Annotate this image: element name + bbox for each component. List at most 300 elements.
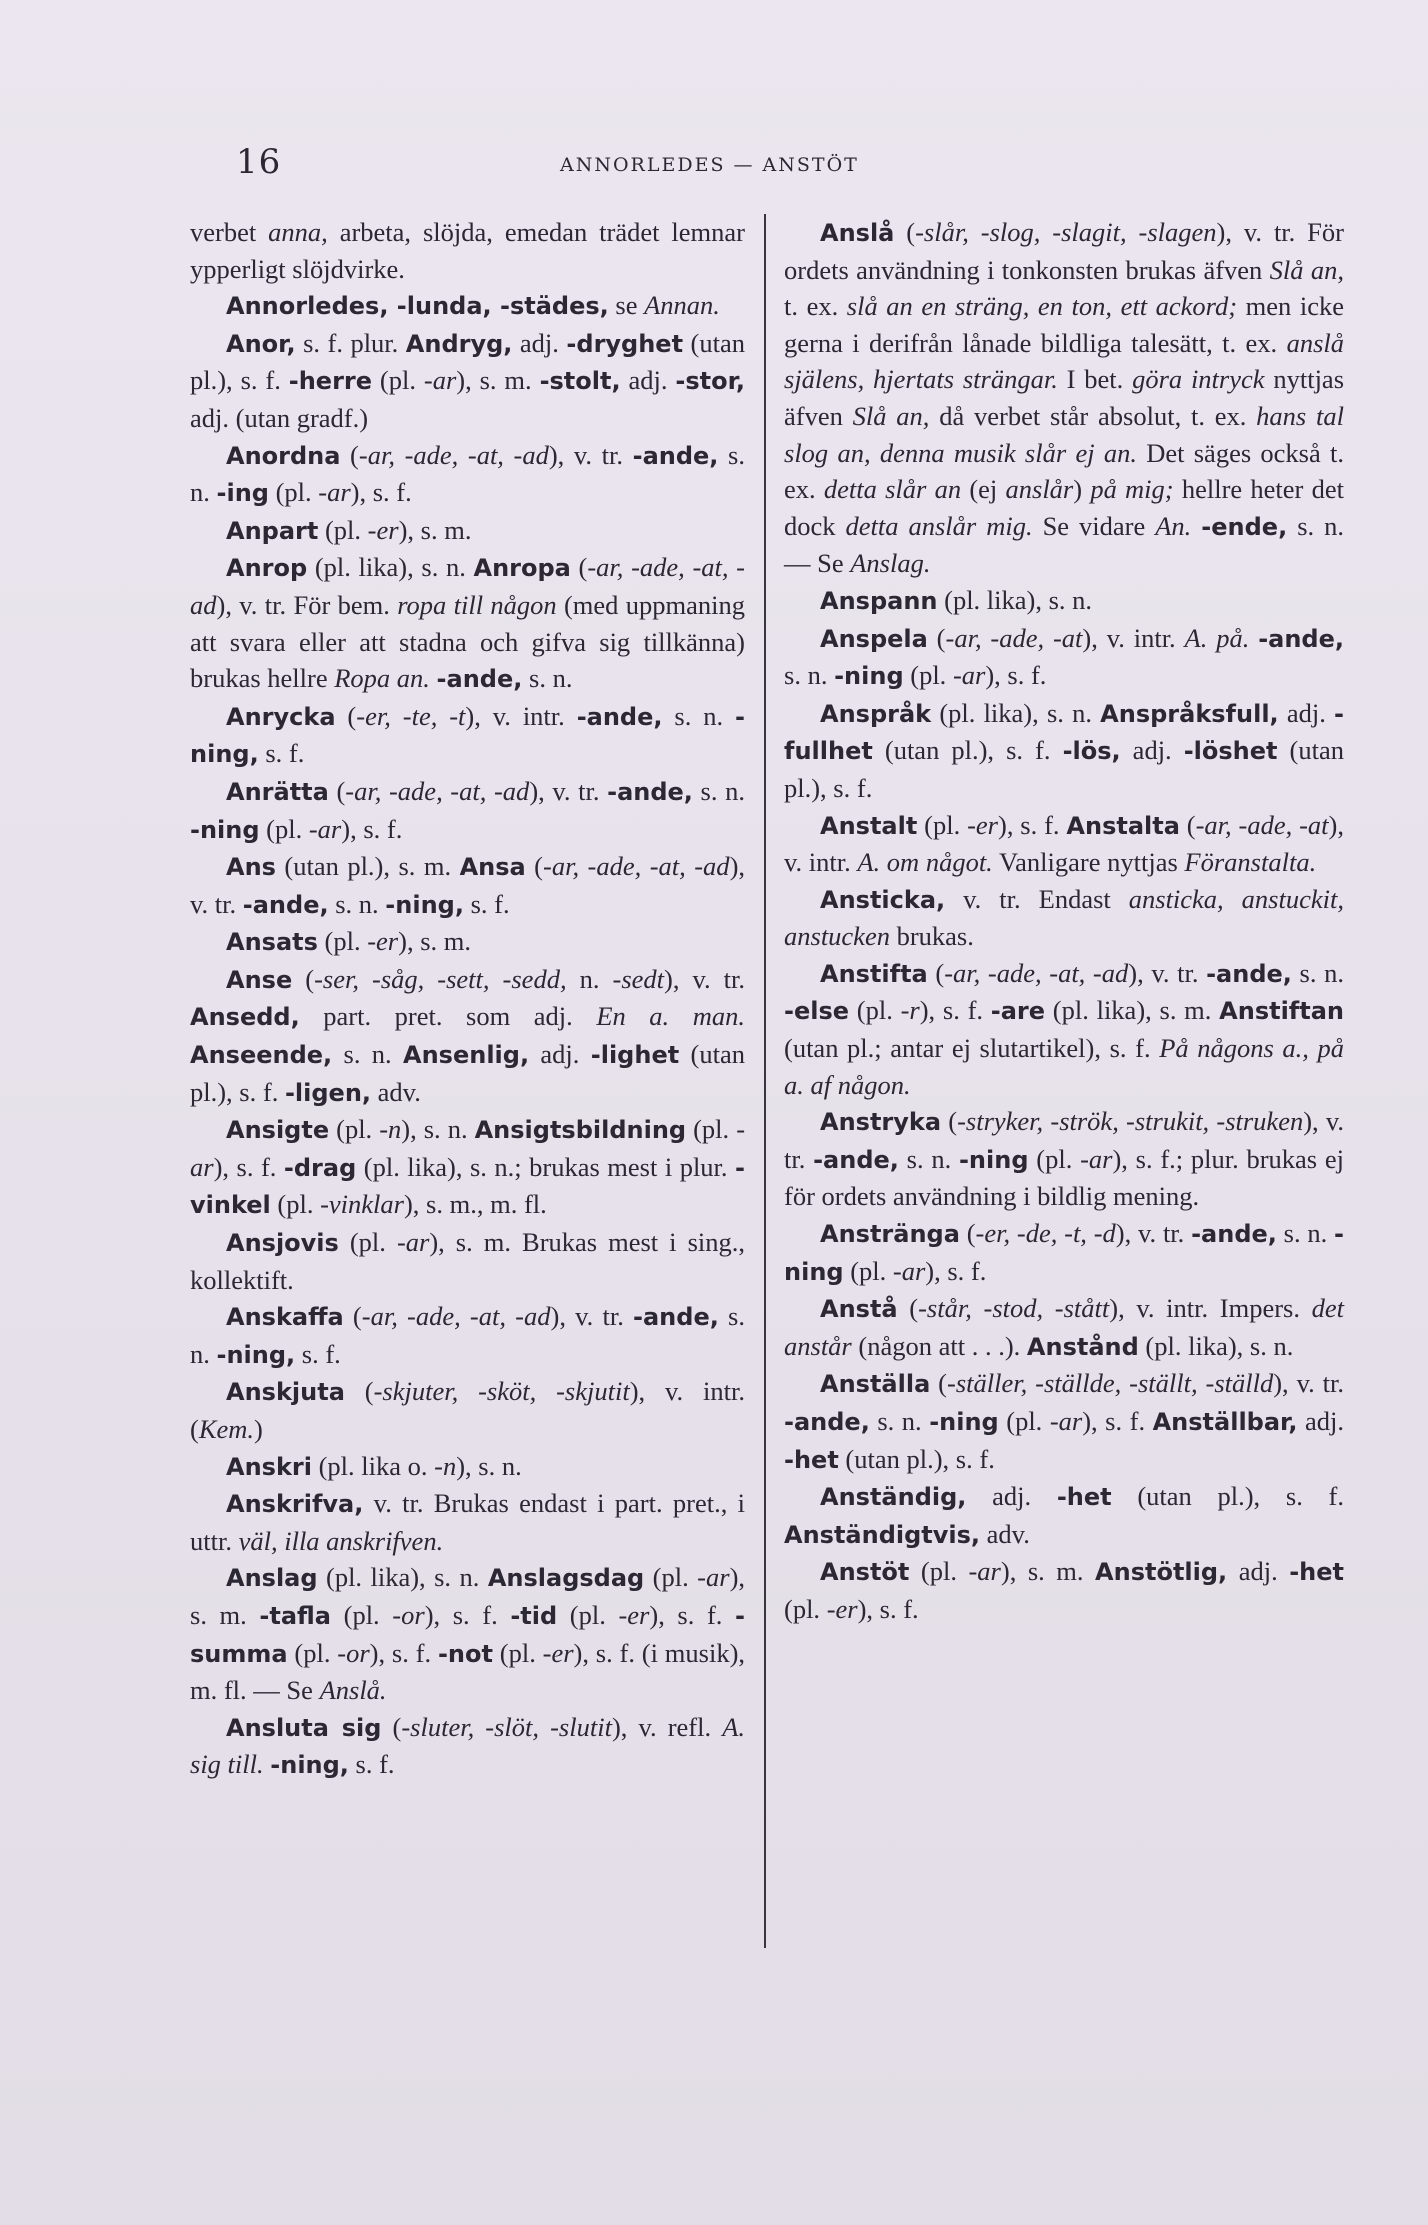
entry-text: ), v. intr. (	[190, 1376, 746, 1444]
entry-text: s. n.	[1291, 957, 1344, 988]
entry-text: ), s. f.	[649, 1599, 736, 1630]
dictionary-entry	[784, 582, 1344, 620]
dictionary-entry	[784, 1290, 1344, 1365]
italic-text: -ar	[952, 660, 986, 691]
right-column	[784, 214, 1344, 1628]
dictionary-entry	[190, 1448, 745, 1486]
entry-text: (pl.	[903, 660, 953, 691]
italic-text: -ar	[1080, 1143, 1113, 1174]
dictionary-entry	[190, 1373, 745, 1447]
italic-text: -er, -te, -t	[356, 700, 466, 731]
entry-text: (pl.	[849, 995, 901, 1026]
entry-text: (utan pl.), s. f.	[872, 735, 1063, 766]
headword: Ansats	[226, 928, 318, 957]
headword: Ansedd,	[190, 1003, 300, 1032]
headword: Anslå	[820, 219, 895, 247]
entry-text: ), s. f.	[341, 813, 403, 844]
headword: -ande,	[242, 890, 329, 919]
headword: Anstiftan	[1219, 997, 1344, 1026]
headword: Annorledes, -lunda, -städes,	[226, 292, 609, 321]
entry-text: ), s. f.	[919, 995, 991, 1026]
entry-text: ), s. m.	[398, 926, 471, 957]
headword: -ning,	[216, 1340, 296, 1369]
italic-text: Anslå.	[319, 1675, 387, 1706]
entry-text: (	[927, 957, 945, 988]
headword: Anor,	[226, 329, 296, 358]
entry-text: ), s. m.	[456, 365, 540, 396]
italic-text: A. sig till.	[190, 1711, 745, 1780]
entry-text: (	[941, 1106, 958, 1137]
headword: Anordna	[226, 441, 341, 470]
entry-text: (pl.	[317, 926, 368, 957]
entry-text: (pl.	[843, 1255, 893, 1286]
entry-text: adj.	[512, 327, 567, 358]
entry-text: (pl. lika), s. n.	[937, 584, 1093, 615]
dictionary-entry	[784, 1215, 1344, 1290]
italic-text: -ser, -såg, -sett, -sedd,	[314, 963, 567, 994]
entry-text: adj.	[1278, 697, 1335, 728]
entry-text: (pl.	[338, 1227, 397, 1258]
headword: -drag	[283, 1153, 357, 1182]
headword: -dryghet	[566, 329, 684, 358]
entry-text: ), v. tr.	[548, 439, 633, 470]
entry-text: s. n.	[662, 700, 736, 731]
headword: -het	[1289, 1558, 1345, 1587]
entry-text: (	[381, 1711, 402, 1742]
entry-text: (pl.	[784, 1593, 827, 1624]
dictionary-entry	[190, 773, 745, 848]
dictionary-entry	[190, 512, 745, 550]
dictionary-entry	[190, 325, 745, 437]
column-divider	[764, 214, 766, 1948]
entry-text: Det säges också t. ex.	[784, 437, 1344, 505]
headword: -lös,	[1062, 737, 1121, 766]
entry-text: s. n.	[784, 660, 835, 691]
entry-text: (	[959, 1218, 976, 1249]
entry-text: ), s. f.	[985, 660, 1047, 691]
headword: Anspråk	[820, 699, 932, 728]
entry-text: (	[340, 439, 359, 470]
entry-text: ), s. f.	[925, 1255, 987, 1286]
headword: -ning	[784, 1220, 1345, 1286]
headword: Anropa	[473, 554, 571, 583]
headword: Anskjuta	[226, 1378, 345, 1407]
italic-text: ropa till någon	[397, 589, 557, 620]
headword: -ande,	[1206, 959, 1292, 988]
entry-text: (	[897, 1293, 919, 1324]
entry-text: adj.	[1297, 1406, 1344, 1436]
headword: -ande,	[607, 777, 693, 806]
entry-text: ), v. tr.	[1273, 1368, 1344, 1399]
headword: Ansigtsbildning	[474, 1116, 687, 1145]
italic-text: -ar, -ade, -at, -ad	[361, 1301, 551, 1332]
entry-text: (	[894, 217, 916, 247]
entry-text: ), v. tr.	[1128, 957, 1207, 988]
italic-text: -ar	[190, 1114, 746, 1182]
italic-text: -n	[379, 1114, 402, 1145]
italic-text: -ar	[968, 1556, 1001, 1587]
entry-text: s. n.	[692, 775, 745, 806]
italic-text: -or	[337, 1637, 370, 1668]
dictionary-entry	[784, 807, 1344, 881]
headword: -ande,	[576, 702, 663, 731]
italic-text: A. på.	[1184, 622, 1250, 653]
italic-text: -ar	[1049, 1406, 1083, 1436]
entry-text: s. n.	[190, 439, 745, 508]
headword: Ansa	[459, 853, 526, 882]
dictionary-entry	[784, 620, 1344, 695]
italic-text: -vinklar	[320, 1189, 404, 1220]
entry-text: adj. (utan gradf.)	[190, 402, 369, 433]
headword: Anrätta	[226, 777, 329, 806]
headword: -ande,	[632, 441, 719, 470]
italic-text: -slår, -slog, -slagit, -slagen	[915, 217, 1217, 247]
entry-text: ), v. tr.	[664, 963, 746, 994]
entry-text: ), v. refl.	[611, 1711, 723, 1742]
dictionary-entry	[784, 1103, 1344, 1215]
entry-text: Vanligare nyttjas	[992, 847, 1185, 878]
dictionary-entry	[190, 214, 745, 287]
entry-text: (pl.	[686, 1114, 737, 1145]
headword: Anstå	[820, 1295, 898, 1324]
entry-text: (pl.	[287, 1637, 338, 1668]
entry-text: (pl. lika), s. n.	[307, 552, 474, 583]
entry-text: ), v. tr. För bem.	[216, 589, 398, 620]
entry-text: (pl.	[492, 1637, 543, 1668]
italic-text: -ar	[318, 477, 351, 508]
italic-text: -ar, -ade, -at	[1195, 809, 1329, 840]
headword: -stor,	[675, 367, 746, 396]
entry-text: brukas.	[889, 921, 974, 952]
dictionary-entry	[190, 1709, 745, 1784]
entry-text: ), v. tr.	[1115, 1218, 1192, 1249]
headword: -ande,	[1191, 1220, 1277, 1249]
italic-text: -ar	[423, 365, 457, 396]
entry-text: ), s. f.	[213, 1151, 284, 1182]
italic-text: hans tal slog an, denna musik slår ej an.	[784, 400, 1344, 468]
italic-text: det anstår	[784, 1293, 1345, 1361]
headword: Anpart	[226, 516, 319, 545]
entry-text: I bet.	[1057, 364, 1133, 395]
entry-text: ), s. f.	[1082, 1406, 1153, 1436]
italic-text: -n	[434, 1450, 457, 1481]
italic-text: Annan.	[644, 290, 720, 321]
entry-text: nyttjas äfven	[784, 364, 1345, 431]
entry-text: v. tr. Endast	[945, 883, 1129, 914]
entry-text: ), s. f.	[857, 1593, 919, 1624]
italic-text: -er	[967, 809, 998, 840]
italic-text: -er	[542, 1637, 574, 1668]
headword: Anständigtvis,	[784, 1520, 981, 1549]
italic-text: -ar, -ade, -at, -ad	[944, 957, 1129, 988]
entry-text: adj.	[1227, 1556, 1290, 1587]
entry-text: (pl.	[331, 1599, 393, 1630]
italic-text: An.	[1155, 510, 1192, 541]
entry-text: ), v. tr.	[550, 1301, 634, 1332]
entry-text: s. n.	[1276, 1218, 1335, 1249]
italic-text: -ar, -ade, -at, -ad	[345, 775, 530, 806]
headword: -else	[784, 997, 850, 1026]
entry-text: ), s. m.	[398, 514, 472, 545]
headword: Ansticka,	[820, 885, 946, 914]
headword: Ansluta sig	[226, 1713, 382, 1742]
entry-text: (	[328, 775, 346, 806]
italic-text: -ar, -ade, -at	[945, 622, 1083, 653]
italic-text: -r	[900, 995, 920, 1026]
entry-text: ), s. m. Brukas mest i sing., kollektift.	[190, 1227, 745, 1295]
entry-text: (	[292, 963, 315, 994]
entry-text: (	[1179, 809, 1196, 840]
dictionary-entry	[190, 437, 745, 512]
dictionary-entry	[784, 955, 1344, 1103]
entry-text: verbet	[190, 217, 269, 247]
entry-text: (pl. lika), s. n.	[317, 1562, 488, 1593]
entry-text: (	[570, 552, 588, 583]
headword: Anstryka	[820, 1108, 942, 1137]
entry-text: ), s. m.	[1000, 1556, 1096, 1587]
headword: Anspann	[820, 586, 938, 615]
italic-text: -er	[826, 1593, 858, 1624]
dictionary-entry	[784, 881, 1344, 955]
entry-text: )	[254, 1414, 263, 1444]
italic-text: -ar, -ade, -at, -ad	[358, 439, 549, 470]
entry-text: ), v. intr. Impers.	[1109, 1293, 1312, 1324]
entry-text: ), s. n.	[401, 1114, 475, 1145]
dictionary-entry	[784, 1478, 1344, 1553]
entry-text: (pl.	[917, 809, 968, 840]
headword: Anskri	[226, 1452, 312, 1481]
headword: -ning,	[270, 1751, 349, 1780]
dictionary-entry	[784, 695, 1344, 807]
entry-text: (pl.	[318, 514, 368, 545]
headword: Ansjovis	[226, 1229, 339, 1258]
italic-text: -ar, -ade, -at, -ad	[543, 851, 730, 882]
headword: Anstalt	[820, 811, 918, 840]
entry-text: part. pret. som adj.	[299, 1001, 597, 1032]
entry-text: s. f.	[258, 738, 305, 769]
entry-text: men icke gerna i derifrån lånade bildliga talesätt, t. ex.	[784, 291, 1345, 358]
headword: -ning	[834, 662, 904, 691]
entry-text: s. n.	[190, 1301, 745, 1369]
headword: Anspela	[820, 624, 928, 653]
headword: Ansenlig,	[403, 1041, 530, 1070]
entry-text: (pl.	[270, 1189, 321, 1220]
entry-text: ), s. n.	[456, 1450, 522, 1481]
headword: -stolt,	[539, 367, 621, 396]
entry-text: (pl. lika), s. n.; brukas mest i plur.	[356, 1151, 736, 1182]
italic-text: Slå an,	[852, 400, 930, 431]
headword: -ande,	[813, 1145, 899, 1174]
entry-text: (	[343, 1301, 362, 1332]
headword: Anrycka	[226, 702, 336, 731]
entry-text: ), v. tr.	[190, 851, 746, 919]
entry-text: (utan pl.), s. m.	[275, 851, 460, 882]
entry-text: (	[525, 851, 543, 882]
headword: -herre	[288, 367, 373, 396]
entry-text: arbeta, slöjda, emedan trädet lemnar ypperligt slöjdvirke.	[190, 217, 745, 284]
headword: -ligen,	[284, 1078, 372, 1107]
dictionary-entry	[190, 698, 745, 773]
headword: -tafla	[259, 1601, 332, 1630]
italic-text: detta slår an	[823, 474, 962, 505]
entry-text: (	[344, 1376, 374, 1407]
italic-text: Kem.	[198, 1414, 255, 1444]
entry-text: adj.	[620, 365, 676, 396]
entry-text: Se vidare	[1032, 510, 1156, 541]
headword: -ing	[216, 479, 269, 508]
headword: Anstöt	[820, 1558, 910, 1587]
entry-text: (pl.	[998, 1406, 1050, 1436]
italic-text: -ar	[892, 1255, 926, 1286]
headword: Anstränga	[820, 1220, 960, 1249]
entry-text: (pl. lika), s. m.	[1045, 995, 1220, 1026]
dictionary-entry	[784, 1365, 1344, 1478]
headword: Anse	[226, 965, 293, 994]
italic-text: -er	[367, 514, 399, 545]
headword: -are	[990, 997, 1046, 1026]
headword: Anstifta	[820, 959, 928, 988]
italic-text: -sedt	[612, 963, 665, 994]
entry-text: ), s. f.	[998, 809, 1067, 840]
entry-text: (pl.	[372, 365, 424, 396]
headword: Anstånd	[1026, 1332, 1139, 1361]
entry-text: (utan pl.), s. f.	[838, 1443, 995, 1474]
headword: Anständig,	[820, 1483, 967, 1512]
entry-text: s. n.	[522, 663, 573, 694]
italic-text: -er	[618, 1599, 650, 1630]
italic-text: på mig;	[1090, 474, 1174, 505]
headword: Anställa	[820, 1370, 931, 1399]
entry-text: adv.	[980, 1518, 1030, 1549]
italic-text: -er	[367, 926, 399, 957]
headword: Anslagsdag	[487, 1564, 645, 1593]
entry-text: (utan pl.), s. f.	[1111, 1481, 1344, 1512]
italic-text: Anslag.	[850, 548, 931, 579]
entry-text: s. n.	[328, 888, 386, 919]
headword: -summa	[190, 1601, 745, 1668]
italic-text: -er, -de, -t, -d	[975, 1218, 1116, 1249]
dictionary-entry	[190, 1559, 745, 1708]
italic-text: A. om något.	[857, 847, 993, 878]
entry-text: s. f.	[348, 1749, 395, 1780]
entry-text: (utan pl.), s. f.	[190, 1039, 745, 1107]
entry-text: ), v. tr.	[529, 775, 608, 806]
entry-text	[1191, 511, 1201, 541]
headword: -ning	[929, 1408, 999, 1436]
entry-text: (med uppmaning att svara eller att stadna och gifva sig tillkänna) brukas hellre	[190, 589, 745, 694]
entry-text: (pl.	[268, 477, 319, 508]
entry-text: (utan pl.), s. f.	[190, 327, 746, 396]
headword: -ning	[190, 815, 260, 844]
entry-text: s. n. — Se	[784, 510, 1344, 579]
entry-text: ), s. f.	[369, 1637, 438, 1668]
italic-text: -ar, -ade, -at, -ad	[190, 552, 745, 620]
entry-text: (någon att . . .).	[851, 1330, 1027, 1361]
italic-text: slå an en sträng, en ton, ett ackord;	[846, 291, 1238, 322]
dictionary-entry	[190, 961, 745, 1111]
headword: -ande,	[784, 1408, 870, 1436]
dictionary-entry	[784, 214, 1344, 582]
italic-text: -or	[392, 1599, 425, 1630]
italic-text: anslår	[1005, 474, 1074, 505]
italic-text: Föranstalta.	[1184, 847, 1317, 878]
italic-text: detta anslår mig.	[845, 510, 1033, 541]
dictionary-entry	[190, 287, 745, 325]
entry-text	[430, 663, 437, 693]
headword: -vinkel	[190, 1153, 746, 1220]
entry-text: (pl.	[557, 1599, 619, 1630]
headword: -not	[437, 1639, 493, 1668]
entry-text: då verbet står absolut, t. ex.	[929, 400, 1257, 431]
italic-text: ansticka, anstuckit, anstucken	[784, 883, 1344, 952]
headword: Anställbar,	[1152, 1408, 1298, 1436]
entry-text: ), v. intr.	[465, 700, 577, 731]
headword: Anrop	[226, 554, 308, 583]
entry-text: (pl.	[259, 813, 309, 844]
entry-text: ), s. m.	[190, 1562, 746, 1630]
entry-text: (pl. lika), s. n.	[931, 697, 1101, 728]
entry-text: ), s. f.; plur. brukas ej för ordets användning i bildlig mening.	[784, 1143, 1344, 1212]
headword: -ande,	[633, 1303, 719, 1332]
dictionary-entry	[190, 848, 745, 923]
entry-text: (utan pl.; antar ej slutartikel), s. f.	[784, 1033, 1160, 1064]
entry-text: (pl.	[644, 1562, 698, 1593]
entry-text: ), s. f.	[424, 1599, 511, 1630]
dictionary-entry	[190, 923, 745, 961]
entry-text: ), s. f. (i musik), m. fl. — Se	[190, 1637, 746, 1706]
dictionary-entry	[190, 1485, 745, 1559]
entry-text: ), v. intr.	[784, 809, 1344, 878]
headword: Anseende,	[190, 1041, 333, 1070]
entry-text: (utan pl.), s. f.	[784, 735, 1345, 803]
headword: -ande,	[436, 665, 523, 694]
italic-text: anna,	[268, 217, 328, 247]
left-column	[190, 214, 745, 1784]
italic-text: -ar	[697, 1562, 730, 1593]
italic-text: Ropa an.	[334, 663, 430, 694]
headword: Anspråksfull,	[1100, 699, 1279, 728]
headword: -tid	[510, 1601, 558, 1630]
dictionary-entry	[190, 1224, 745, 1298]
italic-text: På någons a., på a. af någon.	[784, 1033, 1345, 1100]
headword: -löshet	[1183, 737, 1278, 766]
entry-text: t. ex.	[784, 291, 847, 322]
page-number: 16	[236, 142, 282, 182]
entry-text: v. tr. Brukas endast i part. pret., i uttr.	[190, 1488, 745, 1556]
entry-text: s. f.	[463, 888, 510, 919]
entry-text: ), v. tr.	[784, 1106, 1344, 1174]
headword: Anstalta	[1066, 811, 1180, 840]
entry-text: s. f. plur.	[295, 327, 406, 358]
entry-text: ), v. tr. För ordets användning i tonkonsten brukas äfven	[784, 217, 1344, 285]
entry-text: s. n.	[332, 1039, 404, 1070]
page-header	[0, 142, 1428, 182]
headword: -ande,	[1258, 624, 1345, 653]
dictionary-entry	[190, 1298, 745, 1373]
headword: Anskrifva,	[226, 1490, 364, 1519]
headword: -ning,	[385, 890, 464, 919]
entry-text: ), s. m., m. fl.	[403, 1189, 547, 1220]
entry-text: (pl.	[329, 1114, 380, 1145]
entry-text: (	[335, 700, 357, 731]
entry-text: ), v. intr.	[1082, 622, 1185, 653]
italic-text: -ar	[308, 813, 342, 844]
entry-text: s. n.	[898, 1143, 959, 1174]
entry-text: (pl. lika), s. n.	[1138, 1330, 1294, 1361]
entry-text	[1249, 623, 1258, 653]
entry-text: adj.	[1120, 735, 1184, 766]
headword: -fullhet	[784, 699, 1345, 766]
